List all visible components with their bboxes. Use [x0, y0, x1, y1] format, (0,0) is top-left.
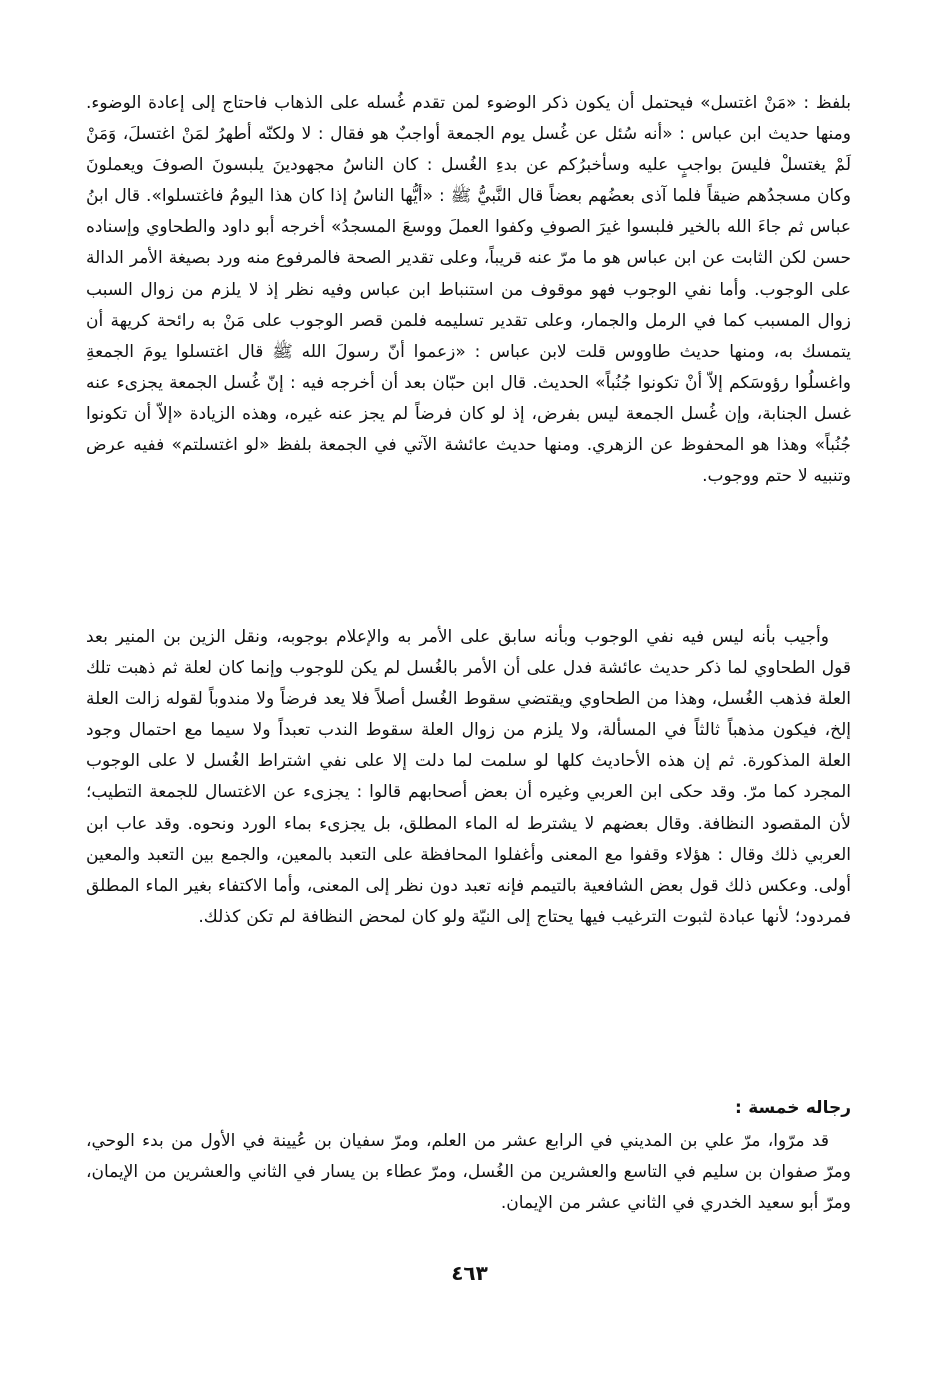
- paragraph-narrators: [86, 1126, 851, 1219]
- paragraph-text: بلفظ : «مَنْ اغتسل» فيحتمل أن يكون ذكر الوضوء لمن تقدم غُسله على الذهاب فاحتاج إلى إعادة الوضوء. ومنها حديث ابن عباس : «أنه سُئل عن غُسل يوم الجمعة أواجبٌ هو فقال : لا ولكنّه أطهرُ لمَنْ اغتسلَ، وَمَنْ لَمْ يغتسلْ فليسَ بواجبٍ عليه وسأخبرُكم عن بدءِ الغُسل : كان الناسُ مجهودينَ يلبسونَ الصوفَ ويعملونَ وكان مسجدُهم ضيقاً فلما آذى بعضُهم بعضاً قال النَّبيُّ ﷺ : «أيُّها الناسُ إذا كان هذا اليومُ فاغتسلوا». قال ابنُ عباس ثم جاءَ الله بالخير فلبسوا غيرَ الصوفِ وكفوا العملَ ووسعَ المسجدُ» أخرجه أبو داود والطحاوي وإسناده حسن لكن الثابت عن ابن عباس هو ما مرّ عنه قريباً، وعلى تقدير الصحة فالمرفوع منه ورد بصيغة الأمر الدالة على الوجوب. وأما نفي الوجوب فهو موقوف من استنباط ابن عباس وفيه نظر إذ لا يلزم من زوال السبب زوال المسبب كما في الرمل والجمار، وعلى تقدير تسليمه فلمن قصر الوجوب على مَنْ به رائحة كريهة أن يتمسك به، ومنها حديث طاووس قلت لابن عباس : «زعموا أنّ رسولَ الله ﷺ قال اغتسلوا يومَ الجمعةِ واغسلُوا رؤوسَكم إلاّ أنْ تكونوا جُنُباً» الحديث. قال ابن حبّان بعد أن أخرجه فيه : إنّ غُسل الجمعة يجزىء عنه غسل الجنابة، وإن غُسل الجمعة ليس بفرض، إذ لو كان فرضاً لم يجز عنه غيره، وهذه الزيادة «إلاّ أن تكونوا جُنُباً» وهذا هو المحفوظ عن الزهري. ومنها حديث عائشة الآتي في الجمعة بلفظ «لو اغتسلتم» ففيه عرض وتنبيه لا حتم ووجوب.: [86, 93, 851, 487]
- paragraph-text: وأجيب بأنه ليس فيه نفي الوجوب وبأنه سابق على الأمر به والإعلام بوجوبه، ونقل الزين بن المنير بعد قول الطحاوي لما ذكر حديث عائشة فدل على أن الأمر بالغُسل لم يكن للوجوب وإنما كان لعلة ثم ذهبت تلك العلة فذهب الغُسل، وهذا من الطحاوي ويقتضي سقوط الغُسل أصلاً فلا يعد فرضاً ولا مندوباً لقوله زالت العلة إلخ، فيكون مذهباً ثالثاً في المسألة، ولا يلزم من زوال العلة سقوط الندب تعبداً ولا سيما مع احتمال وجود العلة المذكورة. ثم إن هذه الأحاديث كلها لو سلمت لما دلت إلا على نفي اشتراط الغُسل لا على الوجوب المجرد كما مرّ. وقد حكى ابن العربي وغيره أن بعض أصحابهم قالوا : يجزىء عن الاغتسال للجمعة التطيب؛ لأن المقصود النظافة. وقال بعضهم لا يشترط له الماء المطلق، بل يجزىء بماء الورد ونحوه. وقد عاب ابن العربي ذلك وقال : هؤلاء وقفوا مع المعنى وأغفلوا المحافظة على التعبد بالمعين، والجمع بين التعبد والمعين أولى. وعكس ذلك قول بعض الشافعية بالتيمم فإنه تعبد دون نظر إلى المعنى، وأما الاكتفاء بغير الماء المطلق فمردود؛ لأنها عبادة لثبوت الترغيب فيها يحتاج إلى النيّة ولو كان لمحض النظافة لم تكن كذلك.: [86, 627, 851, 927]
- heading-text: رجاله خمسة :: [734, 1098, 851, 1118]
- paragraph-text: قد مرّوا، مرّ علي بن المديني في الرابع عشر من العلم، ومرّ سفيان بن عُيينة في الأول من بدء الوحي، ومرّ صفوان بن سليم في التاسع والعشرين من الغُسل، ومرّ عطاء بن يسار في الثاني والعشرين من الإيمان، ومرّ أبو سعيد الخدري في الثاني عشر من الإيمان.: [86, 1131, 851, 1214]
- paragraph-response: [86, 622, 851, 933]
- paragraph-hadith-discussion: [86, 88, 851, 492]
- page-number: ٤٦٣: [451, 1261, 488, 1285]
- section-heading: [86, 1093, 851, 1124]
